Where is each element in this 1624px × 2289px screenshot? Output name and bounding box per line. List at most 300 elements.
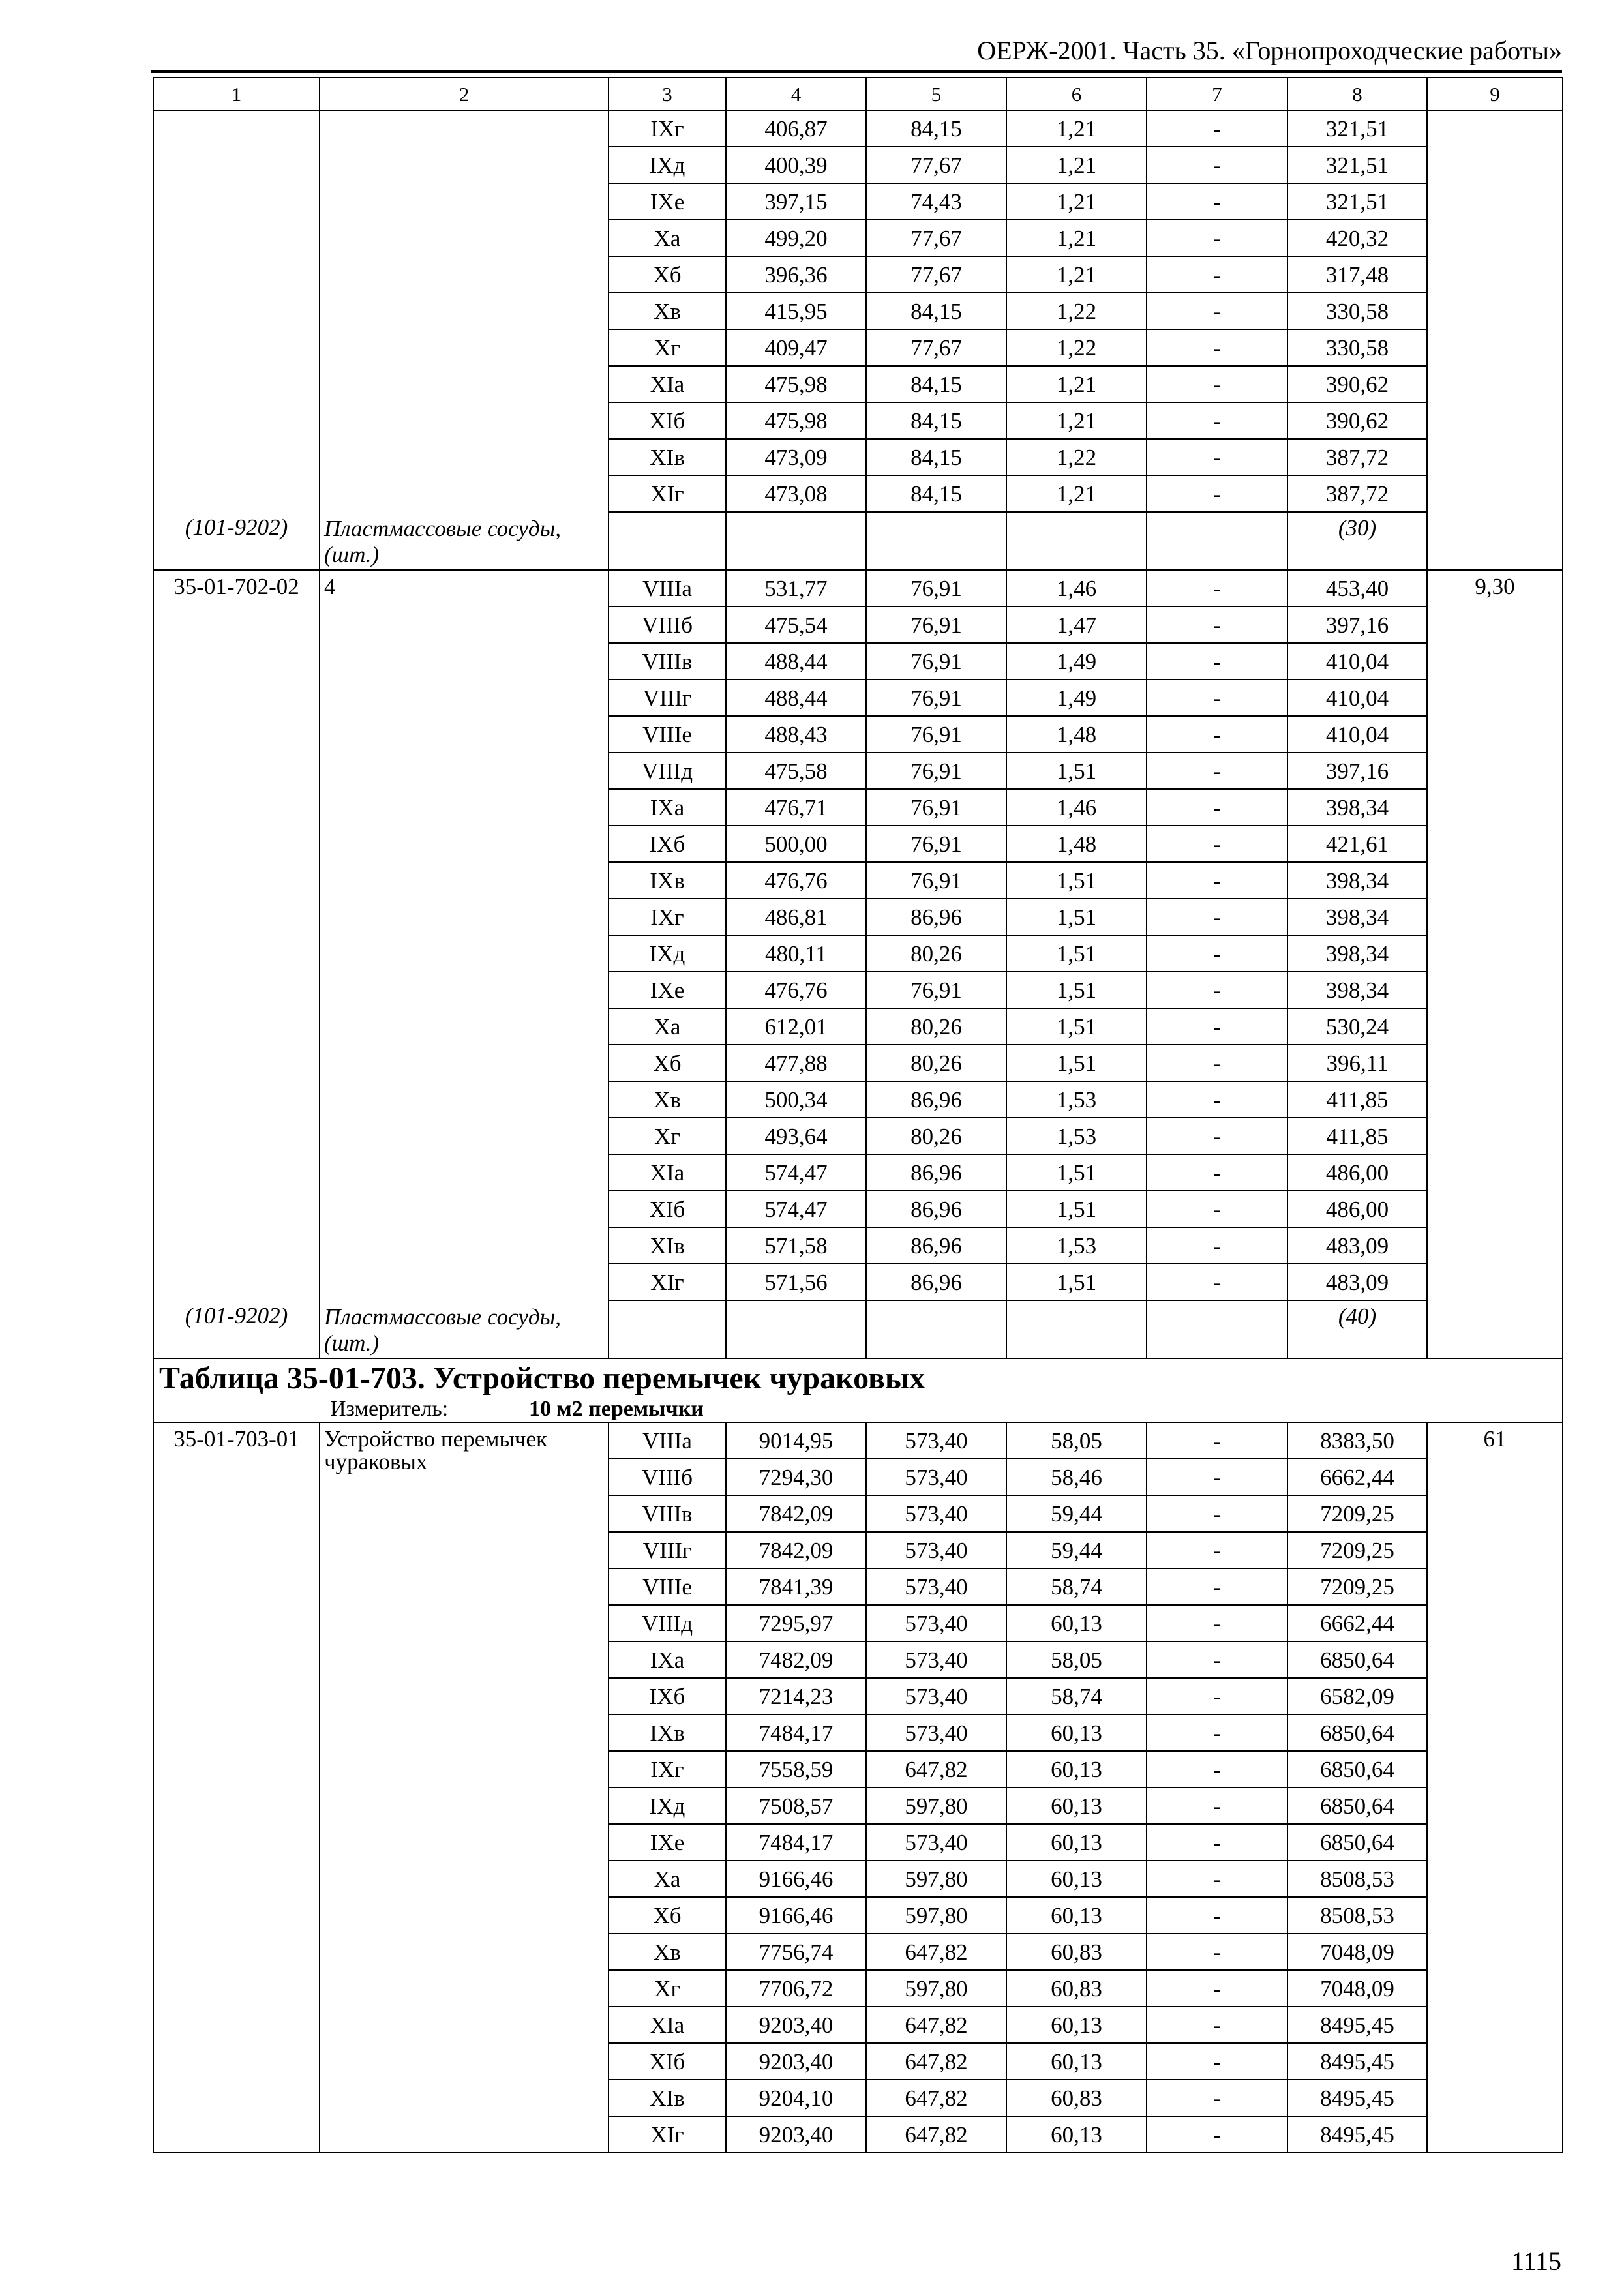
direct-cost-cell: 7756,74 bbox=[726, 1934, 866, 1970]
category-cell: Xв bbox=[609, 1934, 726, 1970]
material-cost-cell: 397,16 bbox=[1287, 606, 1427, 643]
material-cost-cell: 390,62 bbox=[1287, 366, 1427, 402]
material-cost-cell: 6662,44 bbox=[1287, 1605, 1427, 1641]
operator-wages-cell: - bbox=[1147, 147, 1287, 183]
direct-cost-cell: 574,47 bbox=[726, 1154, 866, 1191]
running-header: ОЕРЖ-2001. Часть 35. «Горнопроходческие работы» bbox=[977, 36, 1562, 65]
operator-wages-cell: - bbox=[1147, 606, 1287, 643]
header-rule bbox=[151, 70, 1562, 73]
operator-wages-cell: - bbox=[1147, 1264, 1287, 1300]
operator-wages-cell: - bbox=[1147, 680, 1287, 716]
labor-cost-cell: 84,15 bbox=[866, 293, 1006, 329]
empty-cell bbox=[1147, 512, 1287, 570]
material-cost-cell: 6850,64 bbox=[1287, 1824, 1427, 1861]
machine-cost-cell: 58,05 bbox=[1006, 1422, 1147, 1459]
direct-cost-cell: 475,98 bbox=[726, 366, 866, 402]
direct-cost-cell: 571,58 bbox=[726, 1227, 866, 1264]
labor-cost-cell: 573,40 bbox=[866, 1605, 1006, 1641]
labor-cost-cell: 76,91 bbox=[866, 643, 1006, 680]
column-number-row bbox=[153, 78, 1563, 110]
category-cell: XIв bbox=[609, 2080, 726, 2116]
table-row bbox=[153, 1422, 1563, 1459]
empty-cell bbox=[1006, 512, 1147, 570]
direct-cost-cell: 475,98 bbox=[726, 402, 866, 439]
operator-wages-cell: - bbox=[1147, 256, 1287, 293]
direct-cost-cell: 473,09 bbox=[726, 439, 866, 475]
labor-cost-cell: 647,82 bbox=[866, 1934, 1006, 1970]
material-cost-cell: 398,34 bbox=[1287, 862, 1427, 899]
labor-cost-cell: 86,96 bbox=[866, 899, 1006, 935]
operator-wages-cell: - bbox=[1147, 1227, 1287, 1264]
work-name: 4 bbox=[320, 570, 609, 1300]
labor-cost-cell: 86,96 bbox=[866, 1227, 1006, 1264]
category-cell: Xг bbox=[609, 329, 726, 366]
category-cell: Xг bbox=[609, 1118, 726, 1154]
labor-cost-cell: 80,26 bbox=[866, 935, 1006, 972]
material-cost-cell: 330,58 bbox=[1287, 293, 1427, 329]
labor-cost-cell: 86,96 bbox=[866, 1191, 1006, 1227]
operator-wages-cell: - bbox=[1147, 1861, 1287, 1897]
labor-cost-cell: 80,26 bbox=[866, 1008, 1006, 1045]
labor-cost-cell: 76,91 bbox=[866, 606, 1006, 643]
direct-cost-cell: 7214,23 bbox=[726, 1678, 866, 1714]
category-cell: XIг bbox=[609, 475, 726, 512]
operator-wages-cell: - bbox=[1147, 1970, 1287, 2007]
machine-cost-cell: 1,48 bbox=[1006, 826, 1147, 862]
direct-cost-cell: 409,47 bbox=[726, 329, 866, 366]
machine-cost-cell: 1,51 bbox=[1006, 753, 1147, 789]
direct-cost-cell: 476,76 bbox=[726, 862, 866, 899]
category-cell: Xа bbox=[609, 1008, 726, 1045]
material-cost-cell: 8495,45 bbox=[1287, 2007, 1427, 2043]
resource-code: (101-9202) bbox=[153, 512, 320, 570]
category-cell: IXд bbox=[609, 147, 726, 183]
direct-cost-cell: 486,81 bbox=[726, 899, 866, 935]
machine-cost-cell: 60,83 bbox=[1006, 1934, 1147, 1970]
material-cost-cell: 6850,64 bbox=[1287, 1751, 1427, 1788]
measure-label: Измеритель: bbox=[330, 1397, 449, 1421]
operator-wages-cell: - bbox=[1147, 293, 1287, 329]
direct-cost-cell: 493,64 bbox=[726, 1118, 866, 1154]
labor-hours bbox=[1427, 110, 1563, 512]
direct-cost-cell: 499,20 bbox=[726, 220, 866, 256]
category-cell: Xв bbox=[609, 293, 726, 329]
page-number: 1115 bbox=[1511, 2247, 1561, 2276]
column-number: 8 bbox=[1287, 78, 1427, 110]
direct-cost-cell: 7482,09 bbox=[726, 1641, 866, 1678]
material-cost-cell: 410,04 bbox=[1287, 716, 1427, 753]
labor-cost-cell: 647,82 bbox=[866, 2080, 1006, 2116]
machine-cost-cell: 60,13 bbox=[1006, 2116, 1147, 2153]
labor-cost-cell: 76,91 bbox=[866, 862, 1006, 899]
direct-cost-cell: 7558,59 bbox=[726, 1751, 866, 1788]
material-cost-cell: 6662,44 bbox=[1287, 1459, 1427, 1495]
machine-cost-cell: 58,74 bbox=[1006, 1678, 1147, 1714]
operator-wages-cell: - bbox=[1147, 1678, 1287, 1714]
direct-cost-cell: 396,36 bbox=[726, 256, 866, 293]
direct-cost-cell: 473,08 bbox=[726, 475, 866, 512]
category-cell: VIIIе bbox=[609, 716, 726, 753]
machine-cost-cell: 1,22 bbox=[1006, 293, 1147, 329]
labor-cost-cell: 597,80 bbox=[866, 1788, 1006, 1824]
category-cell: Xб bbox=[609, 256, 726, 293]
labor-cost-cell: 573,40 bbox=[866, 1641, 1006, 1678]
operator-wages-cell: - bbox=[1147, 329, 1287, 366]
machine-cost-cell: 1,49 bbox=[1006, 643, 1147, 680]
category-cell: XIг bbox=[609, 1264, 726, 1300]
material-cost-cell: 453,40 bbox=[1287, 570, 1427, 606]
operator-wages-cell: - bbox=[1147, 1154, 1287, 1191]
material-cost-cell: 387,72 bbox=[1287, 439, 1427, 475]
direct-cost-cell: 488,44 bbox=[726, 680, 866, 716]
operator-wages-cell: - bbox=[1147, 1459, 1287, 1495]
table-title: Таблица 35-01-703. Устройство перемычек чураковых bbox=[159, 1361, 925, 1396]
material-cost-cell: 7209,25 bbox=[1287, 1532, 1427, 1568]
category-cell: VIIIг bbox=[609, 1532, 726, 1568]
measure-value: 10 м2 перемычки bbox=[529, 1397, 704, 1421]
category-cell: Xб bbox=[609, 1897, 726, 1934]
direct-cost-cell: 477,88 bbox=[726, 1045, 866, 1081]
machine-cost-cell: 1,51 bbox=[1006, 972, 1147, 1008]
labor-cost-cell: 84,15 bbox=[866, 110, 1006, 147]
category-cell: VIIIа bbox=[609, 570, 726, 606]
category-cell: IXе bbox=[609, 972, 726, 1008]
machine-cost-cell: 58,46 bbox=[1006, 1459, 1147, 1495]
operator-wages-cell: - bbox=[1147, 1934, 1287, 1970]
machine-cost-cell: 1,47 bbox=[1006, 606, 1147, 643]
operator-wages-cell: - bbox=[1147, 1641, 1287, 1678]
labor-cost-cell: 76,91 bbox=[866, 680, 1006, 716]
column-number: 9 bbox=[1427, 78, 1563, 110]
direct-cost-cell: 475,54 bbox=[726, 606, 866, 643]
labor-cost-cell: 77,67 bbox=[866, 147, 1006, 183]
machine-cost-cell: 1,21 bbox=[1006, 402, 1147, 439]
material-cost-cell: 486,00 bbox=[1287, 1154, 1427, 1191]
machine-cost-cell: 1,22 bbox=[1006, 439, 1147, 475]
labor-cost-cell: 86,96 bbox=[866, 1154, 1006, 1191]
empty-cell bbox=[1006, 1300, 1147, 1358]
labor-cost-cell: 84,15 bbox=[866, 366, 1006, 402]
column-number: 5 bbox=[866, 78, 1006, 110]
operator-wages-cell: - bbox=[1147, 1118, 1287, 1154]
operator-wages-cell: - bbox=[1147, 1824, 1287, 1861]
empty-cell bbox=[726, 512, 866, 570]
resource-quantity: (40) bbox=[1287, 1300, 1427, 1358]
material-cost-cell: 8495,45 bbox=[1287, 2043, 1427, 2080]
material-cost-cell: 421,61 bbox=[1287, 826, 1427, 862]
operator-wages-cell: - bbox=[1147, 1081, 1287, 1118]
work-name: Устройство перемычек чураковых bbox=[320, 1422, 609, 2153]
machine-cost-cell: 1,21 bbox=[1006, 220, 1147, 256]
operator-wages-cell: - bbox=[1147, 402, 1287, 439]
labor-cost-cell: 647,82 bbox=[866, 2007, 1006, 2043]
direct-cost-cell: 9203,40 bbox=[726, 2116, 866, 2153]
empty-cell bbox=[726, 1300, 866, 1358]
column-number: 3 bbox=[609, 78, 726, 110]
labor-cost-cell: 573,40 bbox=[866, 1824, 1006, 1861]
machine-cost-cell: 58,74 bbox=[1006, 1568, 1147, 1605]
direct-cost-cell: 531,77 bbox=[726, 570, 866, 606]
category-cell: IXг bbox=[609, 899, 726, 935]
column-number: 7 bbox=[1147, 78, 1287, 110]
labor-cost-cell: 84,15 bbox=[866, 475, 1006, 512]
machine-cost-cell: 1,51 bbox=[1006, 935, 1147, 972]
labor-cost-cell: 573,40 bbox=[866, 1459, 1006, 1495]
operator-wages-cell: - bbox=[1147, 753, 1287, 789]
empty-cell bbox=[1427, 1300, 1563, 1358]
machine-cost-cell: 1,21 bbox=[1006, 110, 1147, 147]
operator-wages-cell: - bbox=[1147, 1897, 1287, 1934]
machine-cost-cell: 1,51 bbox=[1006, 1008, 1147, 1045]
category-cell: XIг bbox=[609, 2116, 726, 2153]
machine-cost-cell: 1,46 bbox=[1006, 789, 1147, 826]
material-cost-cell: 8508,53 bbox=[1287, 1861, 1427, 1897]
category-cell: VIIIа bbox=[609, 1422, 726, 1459]
labor-cost-cell: 647,82 bbox=[866, 2116, 1006, 2153]
operator-wages-cell: - bbox=[1147, 110, 1287, 147]
labor-cost-cell: 76,91 bbox=[866, 789, 1006, 826]
operator-wages-cell: - bbox=[1147, 1191, 1287, 1227]
resource-row bbox=[153, 1300, 1563, 1358]
direct-cost-cell: 574,47 bbox=[726, 1191, 866, 1227]
labor-cost-cell: 76,91 bbox=[866, 826, 1006, 862]
machine-cost-cell: 60,13 bbox=[1006, 2043, 1147, 2080]
operator-wages-cell: - bbox=[1147, 475, 1287, 512]
material-cost-cell: 398,34 bbox=[1287, 899, 1427, 935]
direct-cost-cell: 9203,40 bbox=[726, 2007, 866, 2043]
machine-cost-cell: 1,51 bbox=[1006, 1191, 1147, 1227]
labor-cost-cell: 597,80 bbox=[866, 1861, 1006, 1897]
category-cell: IXг bbox=[609, 1751, 726, 1788]
operator-wages-cell: - bbox=[1147, 1605, 1287, 1641]
operator-wages-cell: - bbox=[1147, 2080, 1287, 2116]
labor-cost-cell: 77,67 bbox=[866, 256, 1006, 293]
operator-wages-cell: - bbox=[1147, 826, 1287, 862]
section-title bbox=[153, 1358, 1563, 1422]
operator-wages-cell: - bbox=[1147, 862, 1287, 899]
direct-cost-cell: 9203,40 bbox=[726, 2043, 866, 2080]
machine-cost-cell: 60,13 bbox=[1006, 1751, 1147, 1788]
category-cell: VIIIд bbox=[609, 753, 726, 789]
direct-cost-cell: 7295,97 bbox=[726, 1605, 866, 1641]
machine-cost-cell: 60,13 bbox=[1006, 1824, 1147, 1861]
category-cell: XIб bbox=[609, 1191, 726, 1227]
operator-wages-cell: - bbox=[1147, 1532, 1287, 1568]
direct-cost-cell: 7484,17 bbox=[726, 1824, 866, 1861]
material-cost-cell: 6582,09 bbox=[1287, 1678, 1427, 1714]
material-cost-cell: 317,48 bbox=[1287, 256, 1427, 293]
material-cost-cell: 7209,25 bbox=[1287, 1568, 1427, 1605]
machine-cost-cell: 1,21 bbox=[1006, 366, 1147, 402]
labor-cost-cell: 80,26 bbox=[866, 1045, 1006, 1081]
operator-wages-cell: - bbox=[1147, 1422, 1287, 1459]
machine-cost-cell: 59,44 bbox=[1006, 1532, 1147, 1568]
direct-cost-cell: 9166,46 bbox=[726, 1897, 866, 1934]
direct-cost-cell: 480,11 bbox=[726, 935, 866, 972]
machine-cost-cell: 58,05 bbox=[1006, 1641, 1147, 1678]
labor-hours: 61 bbox=[1427, 1422, 1563, 2153]
machine-cost-cell: 60,13 bbox=[1006, 1788, 1147, 1824]
machine-cost-cell: 1,48 bbox=[1006, 716, 1147, 753]
material-cost-cell: 486,00 bbox=[1287, 1191, 1427, 1227]
machine-cost-cell: 1,51 bbox=[1006, 1264, 1147, 1300]
machine-cost-cell: 1,21 bbox=[1006, 183, 1147, 220]
direct-cost-cell: 9014,95 bbox=[726, 1422, 866, 1459]
empty-cell bbox=[866, 1300, 1006, 1358]
machine-cost-cell: 60,13 bbox=[1006, 1714, 1147, 1751]
labor-cost-cell: 77,67 bbox=[866, 220, 1006, 256]
machine-cost-cell: 1,22 bbox=[1006, 329, 1147, 366]
material-cost-cell: 8495,45 bbox=[1287, 2080, 1427, 2116]
machine-cost-cell: 1,51 bbox=[1006, 1045, 1147, 1081]
material-cost-cell: 410,04 bbox=[1287, 680, 1427, 716]
category-cell: IXа bbox=[609, 789, 726, 826]
category-cell: IXв bbox=[609, 862, 726, 899]
resource-name: Пластмассовые сосуды, (шт.) bbox=[320, 1300, 609, 1358]
direct-cost-cell: 406,87 bbox=[726, 110, 866, 147]
operator-wages-cell: - bbox=[1147, 1714, 1287, 1751]
labor-cost-cell: 86,96 bbox=[866, 1264, 1006, 1300]
machine-cost-cell: 60,13 bbox=[1006, 2007, 1147, 2043]
rate-code: 35-01-702-02 bbox=[153, 570, 320, 1300]
machine-cost-cell: 60,83 bbox=[1006, 2080, 1147, 2116]
direct-cost-cell: 488,43 bbox=[726, 716, 866, 753]
machine-cost-cell: 60,13 bbox=[1006, 1605, 1147, 1641]
labor-cost-cell: 647,82 bbox=[866, 1751, 1006, 1788]
labor-cost-cell: 573,40 bbox=[866, 1532, 1006, 1568]
direct-cost-cell: 7508,57 bbox=[726, 1788, 866, 1824]
direct-cost-cell: 7484,17 bbox=[726, 1714, 866, 1751]
material-cost-cell: 398,34 bbox=[1287, 972, 1427, 1008]
direct-cost-cell: 7706,72 bbox=[726, 1970, 866, 2007]
material-cost-cell: 6850,64 bbox=[1287, 1788, 1427, 1824]
direct-cost-cell: 397,15 bbox=[726, 183, 866, 220]
category-cell: VIIIг bbox=[609, 680, 726, 716]
operator-wages-cell: - bbox=[1147, 1008, 1287, 1045]
material-cost-cell: 321,51 bbox=[1287, 110, 1427, 147]
material-cost-cell: 530,24 bbox=[1287, 1008, 1427, 1045]
category-cell: Xг bbox=[609, 1970, 726, 2007]
category-cell: VIIIв bbox=[609, 643, 726, 680]
category-cell: IXе bbox=[609, 183, 726, 220]
operator-wages-cell: - bbox=[1147, 935, 1287, 972]
empty-cell bbox=[1147, 1300, 1287, 1358]
machine-cost-cell: 60,13 bbox=[1006, 1897, 1147, 1934]
operator-wages-cell: - bbox=[1147, 2043, 1287, 2080]
category-cell: Xв bbox=[609, 1081, 726, 1118]
direct-cost-cell: 7841,39 bbox=[726, 1568, 866, 1605]
direct-cost-cell: 400,39 bbox=[726, 147, 866, 183]
direct-cost-cell: 488,44 bbox=[726, 643, 866, 680]
material-cost-cell: 410,04 bbox=[1287, 643, 1427, 680]
section-title-row bbox=[153, 1358, 1563, 1422]
direct-cost-cell: 500,00 bbox=[726, 826, 866, 862]
operator-wages-cell: - bbox=[1147, 439, 1287, 475]
material-cost-cell: 387,72 bbox=[1287, 475, 1427, 512]
material-cost-cell: 483,09 bbox=[1287, 1227, 1427, 1264]
machine-cost-cell: 1,53 bbox=[1006, 1227, 1147, 1264]
empty-cell bbox=[609, 1300, 726, 1358]
category-cell: VIIIд bbox=[609, 1605, 726, 1641]
column-number: 2 bbox=[320, 78, 609, 110]
machine-cost-cell: 1,51 bbox=[1006, 862, 1147, 899]
operator-wages-cell: - bbox=[1147, 220, 1287, 256]
category-cell: IXв bbox=[609, 1714, 726, 1751]
operator-wages-cell: - bbox=[1147, 789, 1287, 826]
category-cell: XIа bbox=[609, 366, 726, 402]
material-cost-cell: 398,34 bbox=[1287, 789, 1427, 826]
labor-cost-cell: 573,40 bbox=[866, 1422, 1006, 1459]
material-cost-cell: 8383,50 bbox=[1287, 1422, 1427, 1459]
category-cell: IXд bbox=[609, 935, 726, 972]
material-cost-cell: 396,11 bbox=[1287, 1045, 1427, 1081]
operator-wages-cell: - bbox=[1147, 643, 1287, 680]
direct-cost-cell: 612,01 bbox=[726, 1008, 866, 1045]
category-cell: XIб bbox=[609, 2043, 726, 2080]
empty-cell bbox=[1427, 512, 1563, 570]
material-cost-cell: 330,58 bbox=[1287, 329, 1427, 366]
labor-cost-cell: 573,40 bbox=[866, 1714, 1006, 1751]
direct-cost-cell: 9204,10 bbox=[726, 2080, 866, 2116]
empty-cell bbox=[609, 512, 726, 570]
table-row bbox=[153, 570, 1563, 606]
operator-wages-cell: - bbox=[1147, 1495, 1287, 1532]
machine-cost-cell: 1,51 bbox=[1006, 1154, 1147, 1191]
direct-cost-cell: 7294,30 bbox=[726, 1459, 866, 1495]
operator-wages-cell: - bbox=[1147, 183, 1287, 220]
machine-cost-cell: 1,49 bbox=[1006, 680, 1147, 716]
machine-cost-cell: 1,51 bbox=[1006, 899, 1147, 935]
rate-code: 35-01-703-01 bbox=[153, 1422, 320, 2153]
labor-cost-cell: 573,40 bbox=[866, 1568, 1006, 1605]
labor-cost-cell: 573,40 bbox=[866, 1495, 1006, 1532]
category-cell: IXд bbox=[609, 1788, 726, 1824]
material-cost-cell: 7048,09 bbox=[1287, 1934, 1427, 1970]
category-cell: VIIIб bbox=[609, 606, 726, 643]
labor-cost-cell: 597,80 bbox=[866, 1970, 1006, 2007]
price-table bbox=[153, 77, 1563, 2153]
category-cell: VIIIб bbox=[609, 1459, 726, 1495]
labor-cost-cell: 76,91 bbox=[866, 570, 1006, 606]
category-cell: IXб bbox=[609, 1678, 726, 1714]
column-number: 1 bbox=[153, 78, 320, 110]
material-cost-cell: 7048,09 bbox=[1287, 1970, 1427, 2007]
operator-wages-cell: - bbox=[1147, 899, 1287, 935]
labor-cost-cell: 76,91 bbox=[866, 972, 1006, 1008]
material-cost-cell: 7209,25 bbox=[1287, 1495, 1427, 1532]
material-cost-cell: 8495,45 bbox=[1287, 2116, 1427, 2153]
direct-cost-cell: 476,71 bbox=[726, 789, 866, 826]
machine-cost-cell: 1,21 bbox=[1006, 256, 1147, 293]
resource-code: (101-9202) bbox=[153, 1300, 320, 1358]
rate-code bbox=[153, 110, 320, 512]
machine-cost-cell: 1,53 bbox=[1006, 1081, 1147, 1118]
labor-cost-cell: 86,96 bbox=[866, 1081, 1006, 1118]
operator-wages-cell: - bbox=[1147, 972, 1287, 1008]
material-cost-cell: 411,85 bbox=[1287, 1118, 1427, 1154]
category-cell: Xб bbox=[609, 1045, 726, 1081]
direct-cost-cell: 7842,09 bbox=[726, 1495, 866, 1532]
labor-cost-cell: 76,91 bbox=[866, 753, 1006, 789]
operator-wages-cell: - bbox=[1147, 1045, 1287, 1081]
material-cost-cell: 321,51 bbox=[1287, 183, 1427, 220]
table-row bbox=[153, 110, 1563, 147]
material-cost-cell: 398,34 bbox=[1287, 935, 1427, 972]
material-cost-cell: 6850,64 bbox=[1287, 1714, 1427, 1751]
material-cost-cell: 321,51 bbox=[1287, 147, 1427, 183]
material-cost-cell: 397,16 bbox=[1287, 753, 1427, 789]
operator-wages-cell: - bbox=[1147, 366, 1287, 402]
